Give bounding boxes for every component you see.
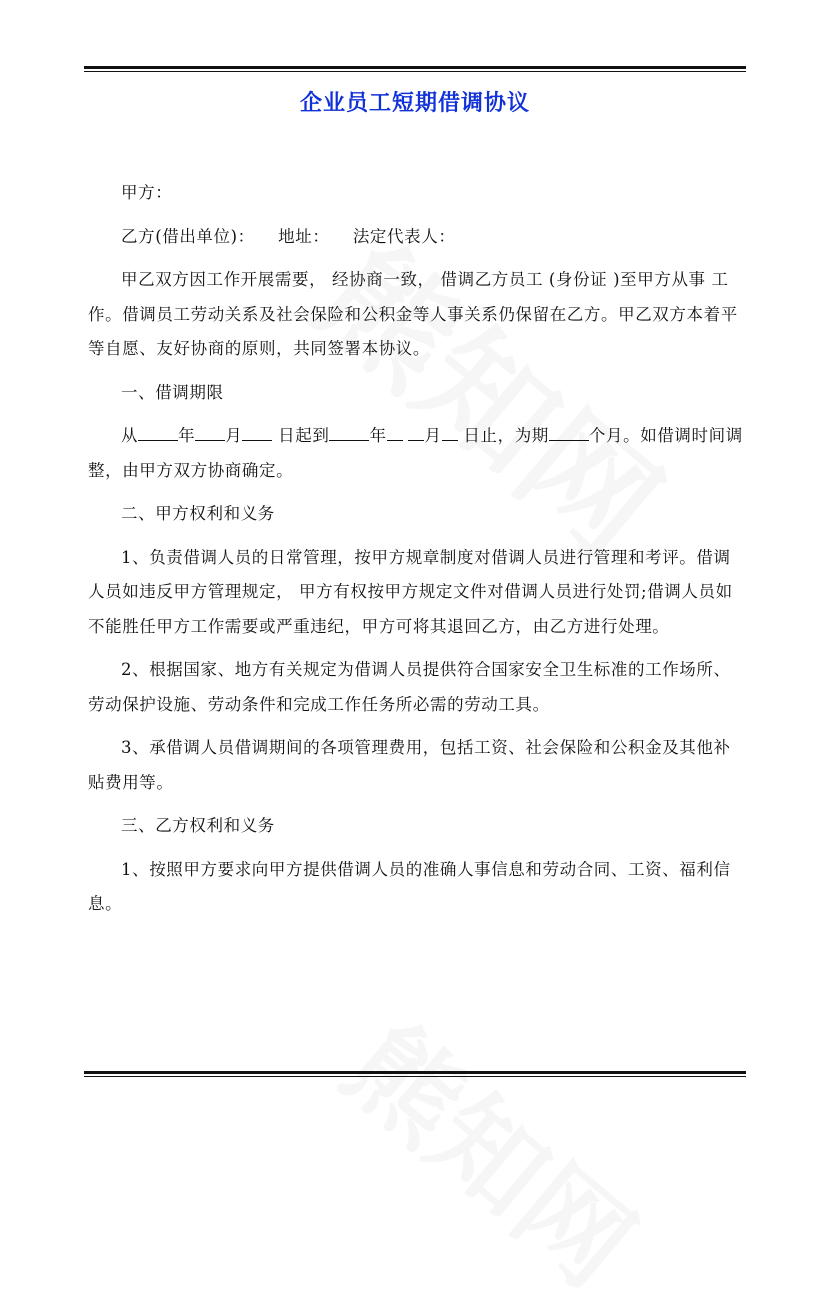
- blank-end-day: [442, 420, 458, 441]
- term-year: 年: [178, 426, 196, 445]
- term-from: 从: [121, 426, 139, 445]
- blank-end-month-pre: [387, 420, 403, 441]
- blank-start-day: [242, 420, 272, 441]
- term-month2: 月: [424, 426, 442, 445]
- term-months: 个月。如借调时间调整，由甲方双方协商确定。: [88, 426, 743, 480]
- intro-paragraph: 甲乙双方因工作开展需要， 经协商一致， 借调乙方员工 (身份证 )至甲方从事 工作。借调员工劳动关系及社会保险和公积金等人事关系仍保留在乙方。甲乙双方本着平等自愿、友好协商的原则，共同签署本协议。: [88, 270, 738, 358]
- blank-end-year: [329, 420, 369, 441]
- section-3-title: 三、乙方权利和义务: [121, 816, 275, 835]
- section-2-item-1: 1、负责借调人员的日常管理，按甲方规章制度对借调人员进行管理和考评。借调人员如违反甲方管理规定， 甲方有权按甲方规定文件对借调人员进行处罚;借调人员如不能胜任甲方工作需要或严重违纪，甲方可将其退回乙方，由乙方进行处理。: [88, 547, 733, 636]
- party-b-line: 乙方(借出单位)： 地址： 法定代表人：: [121, 226, 456, 246]
- document-body: [88, 176, 746, 931]
- blank-start-month: [195, 420, 225, 441]
- party-a-line: 甲方：: [121, 183, 173, 202]
- term-end: 日止，为期: [457, 426, 549, 445]
- section-3-item-1: 1、按照甲方要求向甲方提供借调人员的准确人事信息和劳动合同、工资、福利信息。: [88, 859, 731, 913]
- section-2-title: 二、甲方权利和义务: [121, 504, 275, 523]
- blank-end-month: [408, 420, 424, 441]
- watermark-bottom: [318, 982, 672, 1315]
- term-start: 日起到: [272, 426, 330, 445]
- section-1-term: [88, 419, 746, 488]
- section-2-item-3: 3、承借调人员借调期间的各项管理费用，包括工资、社会保险和公积金及其他补贴费用等。: [88, 738, 731, 792]
- footer-rule: [84, 1071, 746, 1077]
- term-year2: 年: [369, 426, 387, 445]
- document-title: 企业员工短期借调协议: [299, 90, 530, 116]
- blank-months: [549, 420, 589, 441]
- term-month: 月: [225, 426, 243, 445]
- section-1-title: 一、借调期限: [121, 382, 224, 402]
- blank-start-year: [138, 420, 178, 441]
- header-rule: [84, 66, 746, 72]
- section-2-item-2: 2、根据国家、地方有关规定为借调人员提供符合国家安全卫生标准的工作场所、劳动保护设施、劳动条件和完成工作任务所必需的劳动工具。: [88, 660, 731, 714]
